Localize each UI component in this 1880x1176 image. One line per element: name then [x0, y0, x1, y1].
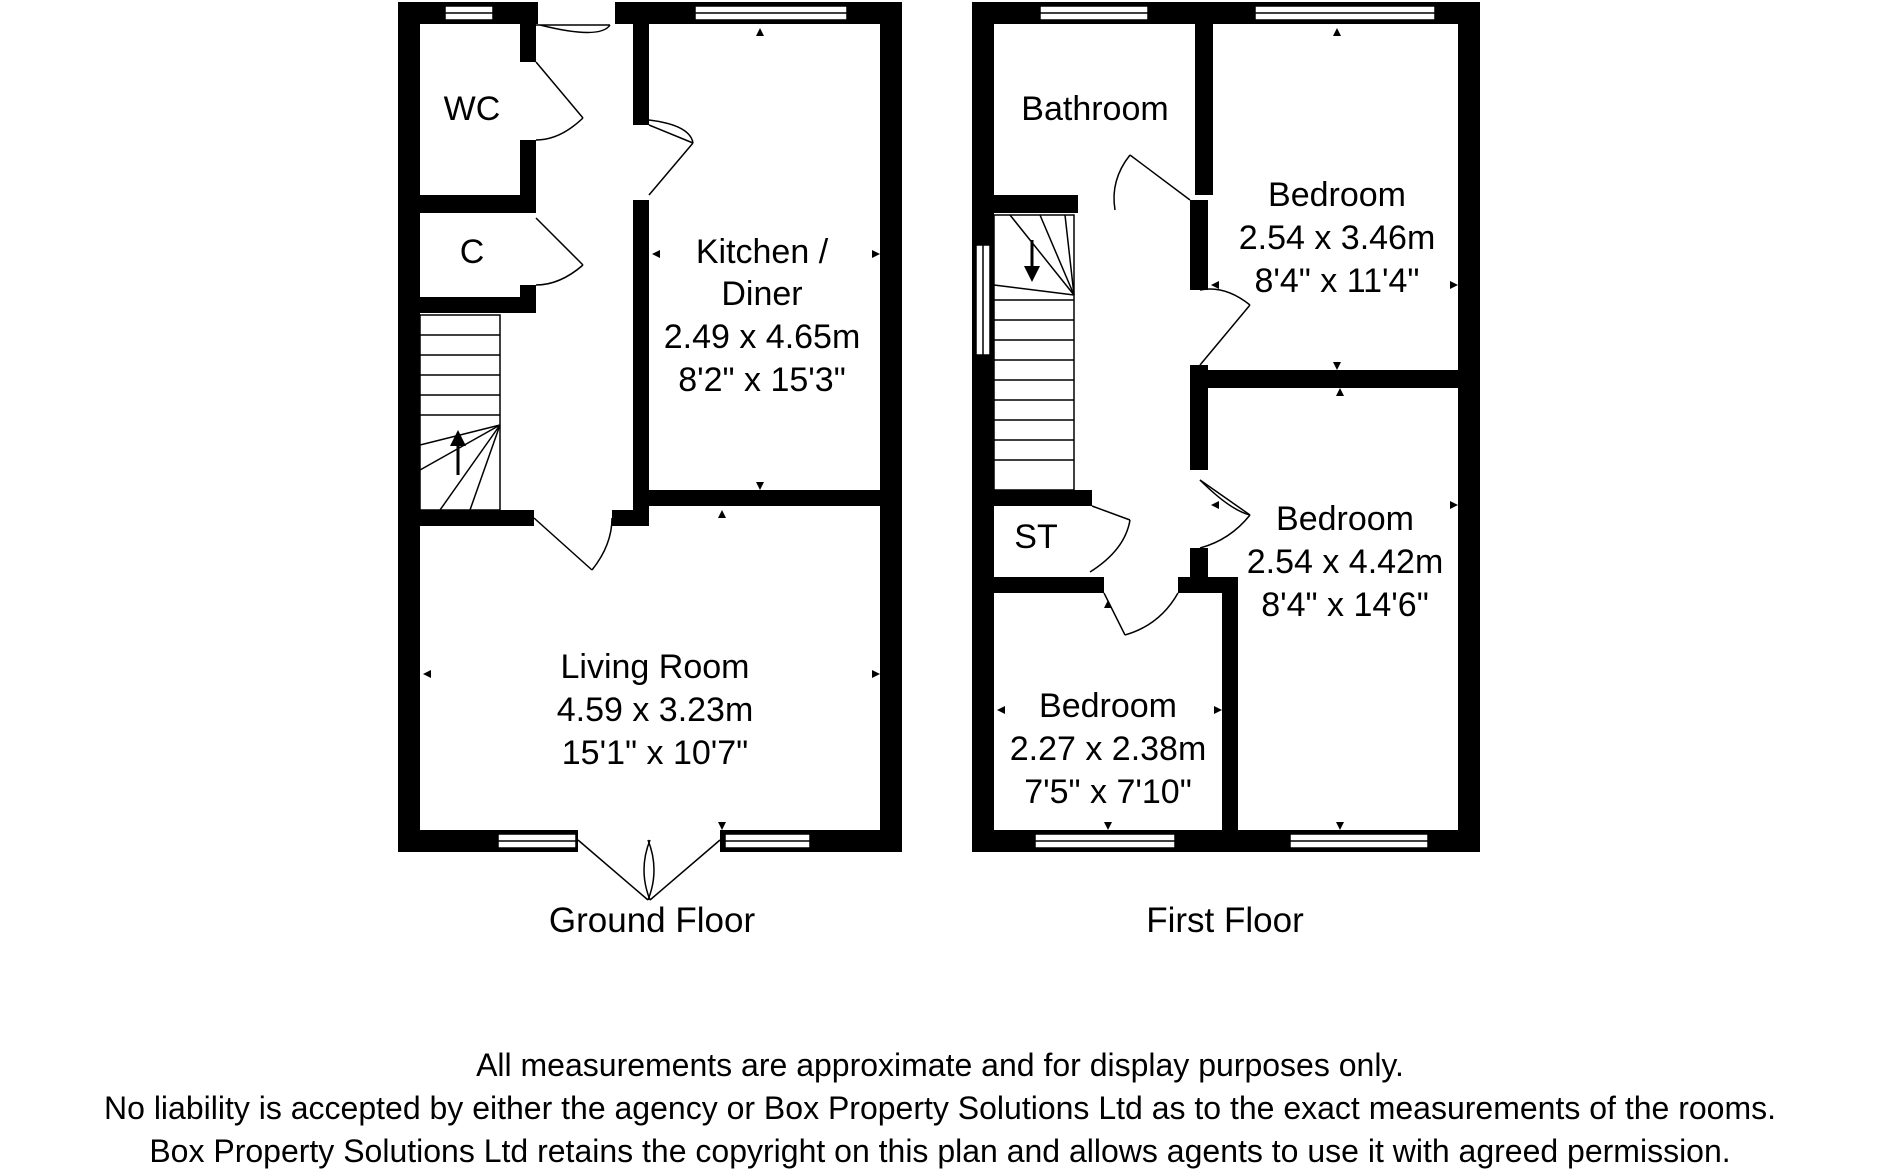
kitchen-imperial: 8'2" x 15'3"	[678, 361, 846, 399]
bedroom3-metric: 2.27 x 2.38m	[1009, 730, 1207, 768]
living-name: Living Room	[560, 648, 750, 686]
bedroom1-metric: 2.54 x 3.46m	[1238, 219, 1436, 257]
ground-floor-title: Ground Floor	[548, 901, 756, 940]
bedroom3-name: Bedroom	[1039, 687, 1177, 725]
bedroom2-name: Bedroom	[1276, 500, 1414, 538]
disclaimer-line2: No liability is accepted by either the agency or Box Property Solutions Ltd as to the exact measurements of the rooms.	[104, 1090, 1776, 1126]
door-swings	[1090, 155, 1250, 635]
storage-label: ST	[1014, 518, 1058, 556]
bathroom-label: Bathroom	[1021, 90, 1169, 128]
bedroom1-name: Bedroom	[1268, 176, 1406, 214]
disclaimer	[104, 1047, 1776, 1169]
bedroom3-imperial: 7'5" x 7'10"	[1024, 773, 1192, 811]
staircase	[420, 315, 500, 510]
disclaimer-line1: All measurements are approximate and for display purposes only.	[476, 1047, 1404, 1083]
bedroom2-metric: 2.54 x 4.42m	[1246, 543, 1444, 581]
bedroom1-imperial: 8'4" x 11'4"	[1254, 262, 1420, 300]
living-metric: 4.59 x 3.23m	[556, 691, 754, 729]
first-floor-title: First Floor	[1146, 901, 1304, 940]
stair-arrow-icon	[1024, 266, 1040, 282]
kitchen-metric: 2.49 x 4.65m	[663, 318, 861, 356]
room-labels	[444, 90, 1444, 811]
living-imperial: 15'1" x 10'7"	[561, 734, 749, 772]
kitchen-name-line2: Diner	[721, 275, 803, 313]
wc-label: WC	[443, 90, 501, 128]
bedroom2-imperial: 8'4" x 14'6"	[1261, 586, 1429, 624]
disclaimer-line3: Box Property Solutions Ltd retains the copyright on this plan and allows agents to use it with agreed permission.	[149, 1133, 1731, 1169]
kitchen-name-line1: Kitchen /	[695, 233, 829, 271]
cupboard-label: C	[459, 233, 485, 271]
stair-arrow-icon	[450, 430, 466, 446]
staircase	[994, 215, 1074, 490]
